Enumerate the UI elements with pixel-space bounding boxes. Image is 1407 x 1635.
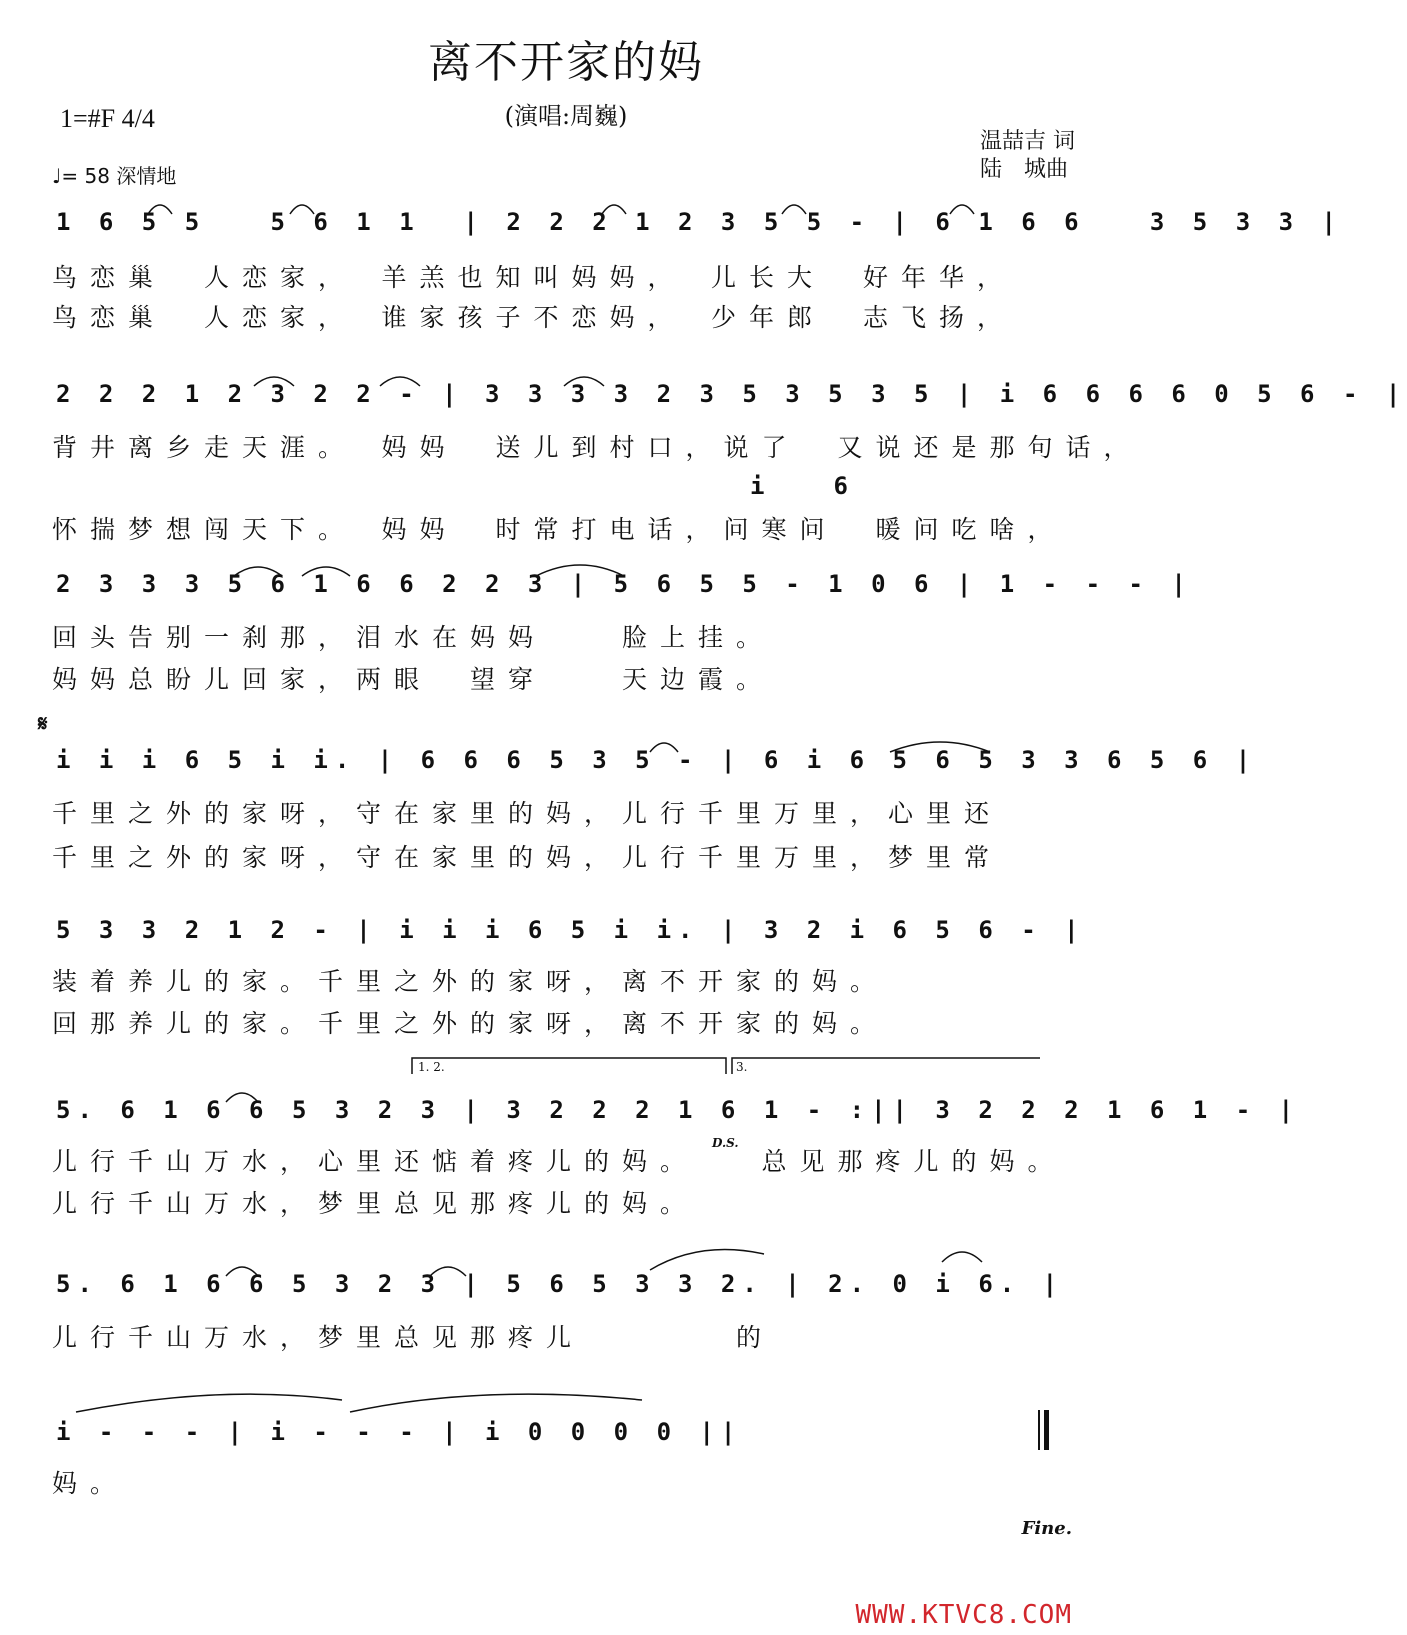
- slur: [536, 565, 624, 576]
- slur: [148, 205, 172, 214]
- slur: [234, 567, 282, 576]
- slur: [950, 205, 974, 214]
- singer-credit: (演唱:周巍): [504, 102, 628, 130]
- slur: [650, 743, 678, 752]
- slur: [564, 377, 604, 386]
- slur: [350, 1394, 642, 1412]
- slur: [226, 1093, 258, 1102]
- ds-marker: D.S.: [712, 1136, 739, 1150]
- key-signature: 1=#F 4/4: [60, 104, 155, 133]
- watermark-text: WWW.KTVC8.COM: [855, 1600, 1072, 1630]
- slur: [254, 377, 294, 386]
- lyricist-credit: 温喆吉 词: [980, 129, 1075, 154]
- lyrics-line-3b: 妈妈总盼儿回家，两眼 望穿 天边霞。: [52, 665, 775, 694]
- lyrics-line-2b: 怀揣梦想闯天下。 妈妈 时常打电话，问寒问 暖问吃啥，: [52, 515, 1066, 544]
- tempo-marking: ♩= 58 深情地: [52, 164, 177, 188]
- slur: [380, 377, 420, 386]
- notes-line-5: 5 3 3 2 1 2 - | i i i 6 5 i i. | 3 2 i 6 5 6 - |: [56, 916, 1086, 944]
- lyrics-line-6b: 儿行千山万水，梦里总见那疼儿的妈。: [52, 1189, 699, 1218]
- notes-line-3: 2 3 3 3 5 6 1 6 6 2 2 3 | 5 6 5 5 - 1 0 6 | 1 - - - |: [56, 570, 1193, 598]
- lyrics-line-6a: 儿行千山万水，心里还惦着疼儿的妈。 总见那疼儿的妈。: [52, 1147, 1066, 1176]
- segno-sign: 𝄋: [38, 712, 48, 737]
- slur: [602, 205, 626, 214]
- notes-line-8: i - - - | i - - - | i 0 0 0 0 ||: [56, 1418, 743, 1446]
- slur: [226, 1267, 258, 1276]
- fine-marker: Fine.: [1021, 1518, 1072, 1539]
- slur: [76, 1394, 342, 1412]
- slur: [942, 1252, 982, 1262]
- slur: [650, 1250, 764, 1270]
- lyrics-line-1a: 鸟恋巢 人恋家， 羊羔也知叫妈妈， 儿长大 好年华，: [52, 263, 1016, 292]
- notes-line-6: 5. 6 1 6 6 5 3 2 3 | 3 2 2 2 1 6 1 - :|| 3 2 2 2 1 6 1 - |: [56, 1096, 1301, 1124]
- notes-line-4: i i i 6 5 i i. | 6 6 6 5 3 5 - | 6 i 6 5 6 5 3 3 6 5 6 |: [56, 746, 1258, 774]
- volta-first: 1. 2.: [418, 1060, 445, 1074]
- final-barline-thin: [1038, 1410, 1040, 1450]
- slur: [890, 742, 990, 752]
- composer-credit: 陆 城曲: [980, 157, 1069, 182]
- notes-line-2: 2 2 2 1 2 3 2 2 - | 3 3 3 3 2 3 5 3 5 3 5 | i 6 6 6 6 0 5 6 - |: [56, 380, 1407, 408]
- lyrics-line-5a: 装着养儿的家。千里之外的家呀，离不开家的妈。: [52, 967, 889, 996]
- lyrics-line-8a: 妈。: [52, 1469, 129, 1498]
- lyrics-line-3a: 回头告别一刹那，泪水在妈妈 脸上挂。: [52, 623, 775, 652]
- lyrics-line-7a: 儿行千山万水，梦里总见那疼儿 的: [52, 1323, 775, 1352]
- lyrics-line-4b: 千里之外的家呀，守在家里的妈，儿行千里万里，梦里常: [52, 843, 1003, 872]
- lyrics-line-5b: 回那养儿的家。千里之外的家呀，离不开家的妈。: [52, 1009, 889, 1038]
- lyrics-line-4a: 千里之外的家呀，守在家里的妈，儿行千里万里，心里还: [52, 799, 1003, 828]
- slur: [290, 205, 314, 214]
- slur: [782, 205, 806, 214]
- notes-line-1: 1 6 5 5 5 6 1 1 | 2 2 2 1 2 3 5 5 - | 6 1 6 6 3 5 3 3 |: [56, 208, 1343, 236]
- alt-notes-line-2: i 6: [750, 472, 855, 500]
- slur: [430, 1267, 466, 1276]
- lyrics-line-1b: 鸟恋巢 人恋家， 谁家孩子不恋妈， 少年郎 志飞扬，: [52, 303, 1016, 332]
- notes-line-7: 5. 6 1 6 6 5 3 2 3 | 5 6 5 3 3 2. | 2. 0 i 6. |: [56, 1270, 1065, 1298]
- volta-first-bracket: [412, 1058, 726, 1074]
- lyrics-line-2a: 背井离乡走天涯。 妈妈 送儿到村口，说了 又说还是那句话，: [52, 433, 1142, 462]
- volta-second-bracket: [732, 1058, 1040, 1074]
- song-title: 离不开家的妈: [428, 37, 704, 88]
- final-barline-thick: [1044, 1410, 1049, 1450]
- slur: [302, 567, 350, 576]
- volta-second: 3.: [736, 1060, 748, 1074]
